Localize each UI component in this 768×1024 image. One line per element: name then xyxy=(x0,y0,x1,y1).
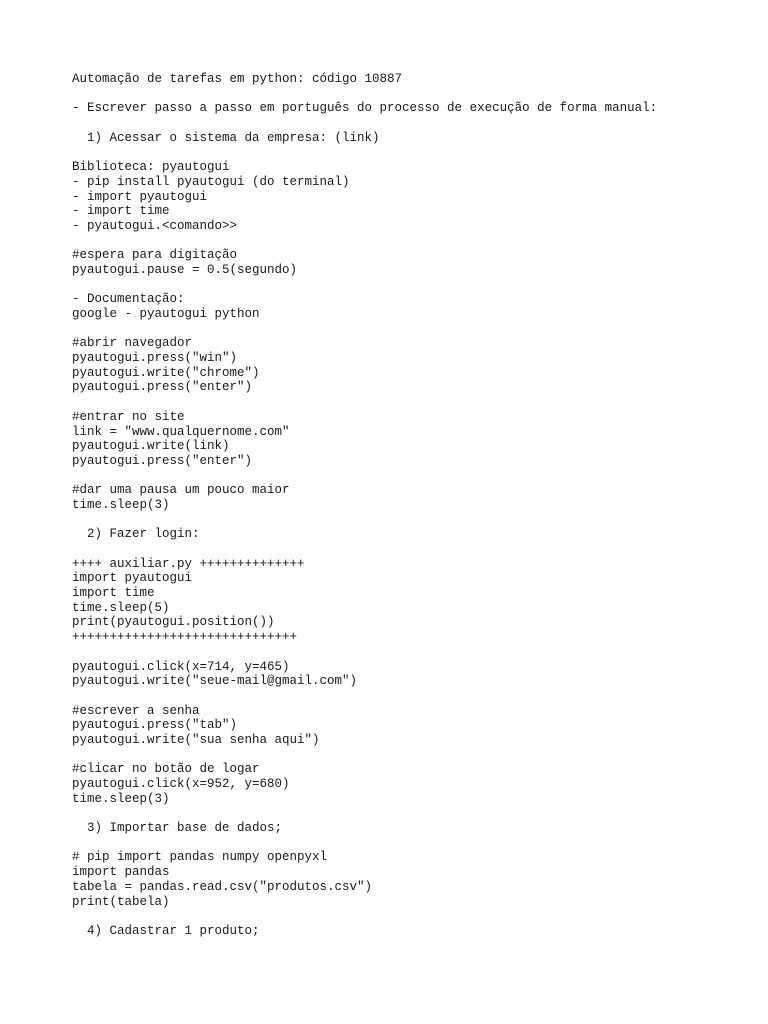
code-line: pyautogui.press("enter") xyxy=(72,453,253,468)
spacer xyxy=(72,748,732,763)
document-page xyxy=(72,72,732,939)
code-line: pyautogui.press("enter") xyxy=(72,380,253,395)
spacer xyxy=(72,322,732,337)
code-comment: #espera para digitação xyxy=(72,248,238,263)
code-line: ++++++++++++++++++++++++++++++ xyxy=(72,630,298,645)
code-line: print(tabela) xyxy=(72,894,170,909)
intro-text: - Escrever passo a passo em português do processo de execução de forma manual: xyxy=(72,101,658,116)
code-line: import pandas xyxy=(72,865,170,880)
code-line: time.sleep(5) xyxy=(72,600,170,615)
spacer xyxy=(72,513,732,528)
code-comment: #escrever a senha xyxy=(72,703,200,718)
code-comment: #abrir navegador xyxy=(72,336,193,351)
code-line: pyautogui.click(x=714, y=465) xyxy=(72,659,290,674)
step1-heading: 1) Acessar o sistema da empresa: (link) xyxy=(72,130,380,145)
code-line: pyautogui.write("chrome") xyxy=(72,365,260,380)
spacer xyxy=(72,542,732,557)
code-line: pyautogui.click(x=952, y=680) xyxy=(72,777,290,791)
code-line: tabela = pandas.read.csv("produtos.csv") xyxy=(72,879,373,894)
document-title: Automação de tarefas em python: código 10887 xyxy=(72,72,403,86)
spacer xyxy=(72,645,732,660)
library-line: - import time xyxy=(72,204,170,219)
library-line: Biblioteca: pyautogui xyxy=(72,160,230,175)
step2-heading: 2) Fazer login: xyxy=(72,527,200,542)
spacer xyxy=(72,909,732,924)
code-line: import time xyxy=(72,586,155,601)
code-line: pyautogui.pause = 0.5(segundo) xyxy=(72,262,298,277)
code-line: pyautogui.write("seue-mail@gmail.com") xyxy=(72,674,358,689)
spacer xyxy=(72,836,732,851)
code-line: import pyautogui xyxy=(72,571,193,586)
docs-line: - Documentação: xyxy=(72,292,185,307)
library-line: - pyautogui.<comando>> xyxy=(72,218,238,233)
library-line: - pip install pyautogui (do terminal) xyxy=(72,174,350,189)
code-line: time.sleep(3) xyxy=(72,791,170,806)
library-line: - import pyautogui xyxy=(72,189,208,204)
spacer xyxy=(72,278,732,293)
code-comment: #dar uma pausa um pouco maior xyxy=(72,483,290,498)
spacer xyxy=(72,689,732,704)
spacer xyxy=(72,395,732,410)
spacer xyxy=(72,116,732,131)
spacer xyxy=(72,87,732,102)
code-comment: #clicar no botão de logar xyxy=(72,762,260,777)
spacer xyxy=(72,469,732,484)
step4-heading: 4) Cadastrar 1 produto; xyxy=(72,923,260,938)
code-line: link = "www.qualquernome.com" xyxy=(72,424,290,439)
spacer xyxy=(72,806,732,821)
code-line: ++++ auxiliar.py ++++++++++++++ xyxy=(72,556,305,571)
code-line: pyautogui.press("tab") xyxy=(72,718,238,733)
spacer xyxy=(72,145,732,160)
code-line: pyautogui.press("win") xyxy=(72,351,238,366)
code-line: pyautogui.write(link) xyxy=(72,439,230,454)
code-line: time.sleep(3) xyxy=(72,497,170,512)
docs-line: google - pyautogui python xyxy=(72,307,260,321)
code-line: pyautogui.write("sua senha aqui") xyxy=(72,732,320,747)
spacer xyxy=(72,234,732,249)
step3-heading: 3) Importar base de dados; xyxy=(72,821,283,836)
code-comment: # pip import pandas numpy openpyxl xyxy=(72,850,328,865)
code-comment: #entrar no site xyxy=(72,409,185,424)
code-line: print(pyautogui.position()) xyxy=(72,615,275,630)
